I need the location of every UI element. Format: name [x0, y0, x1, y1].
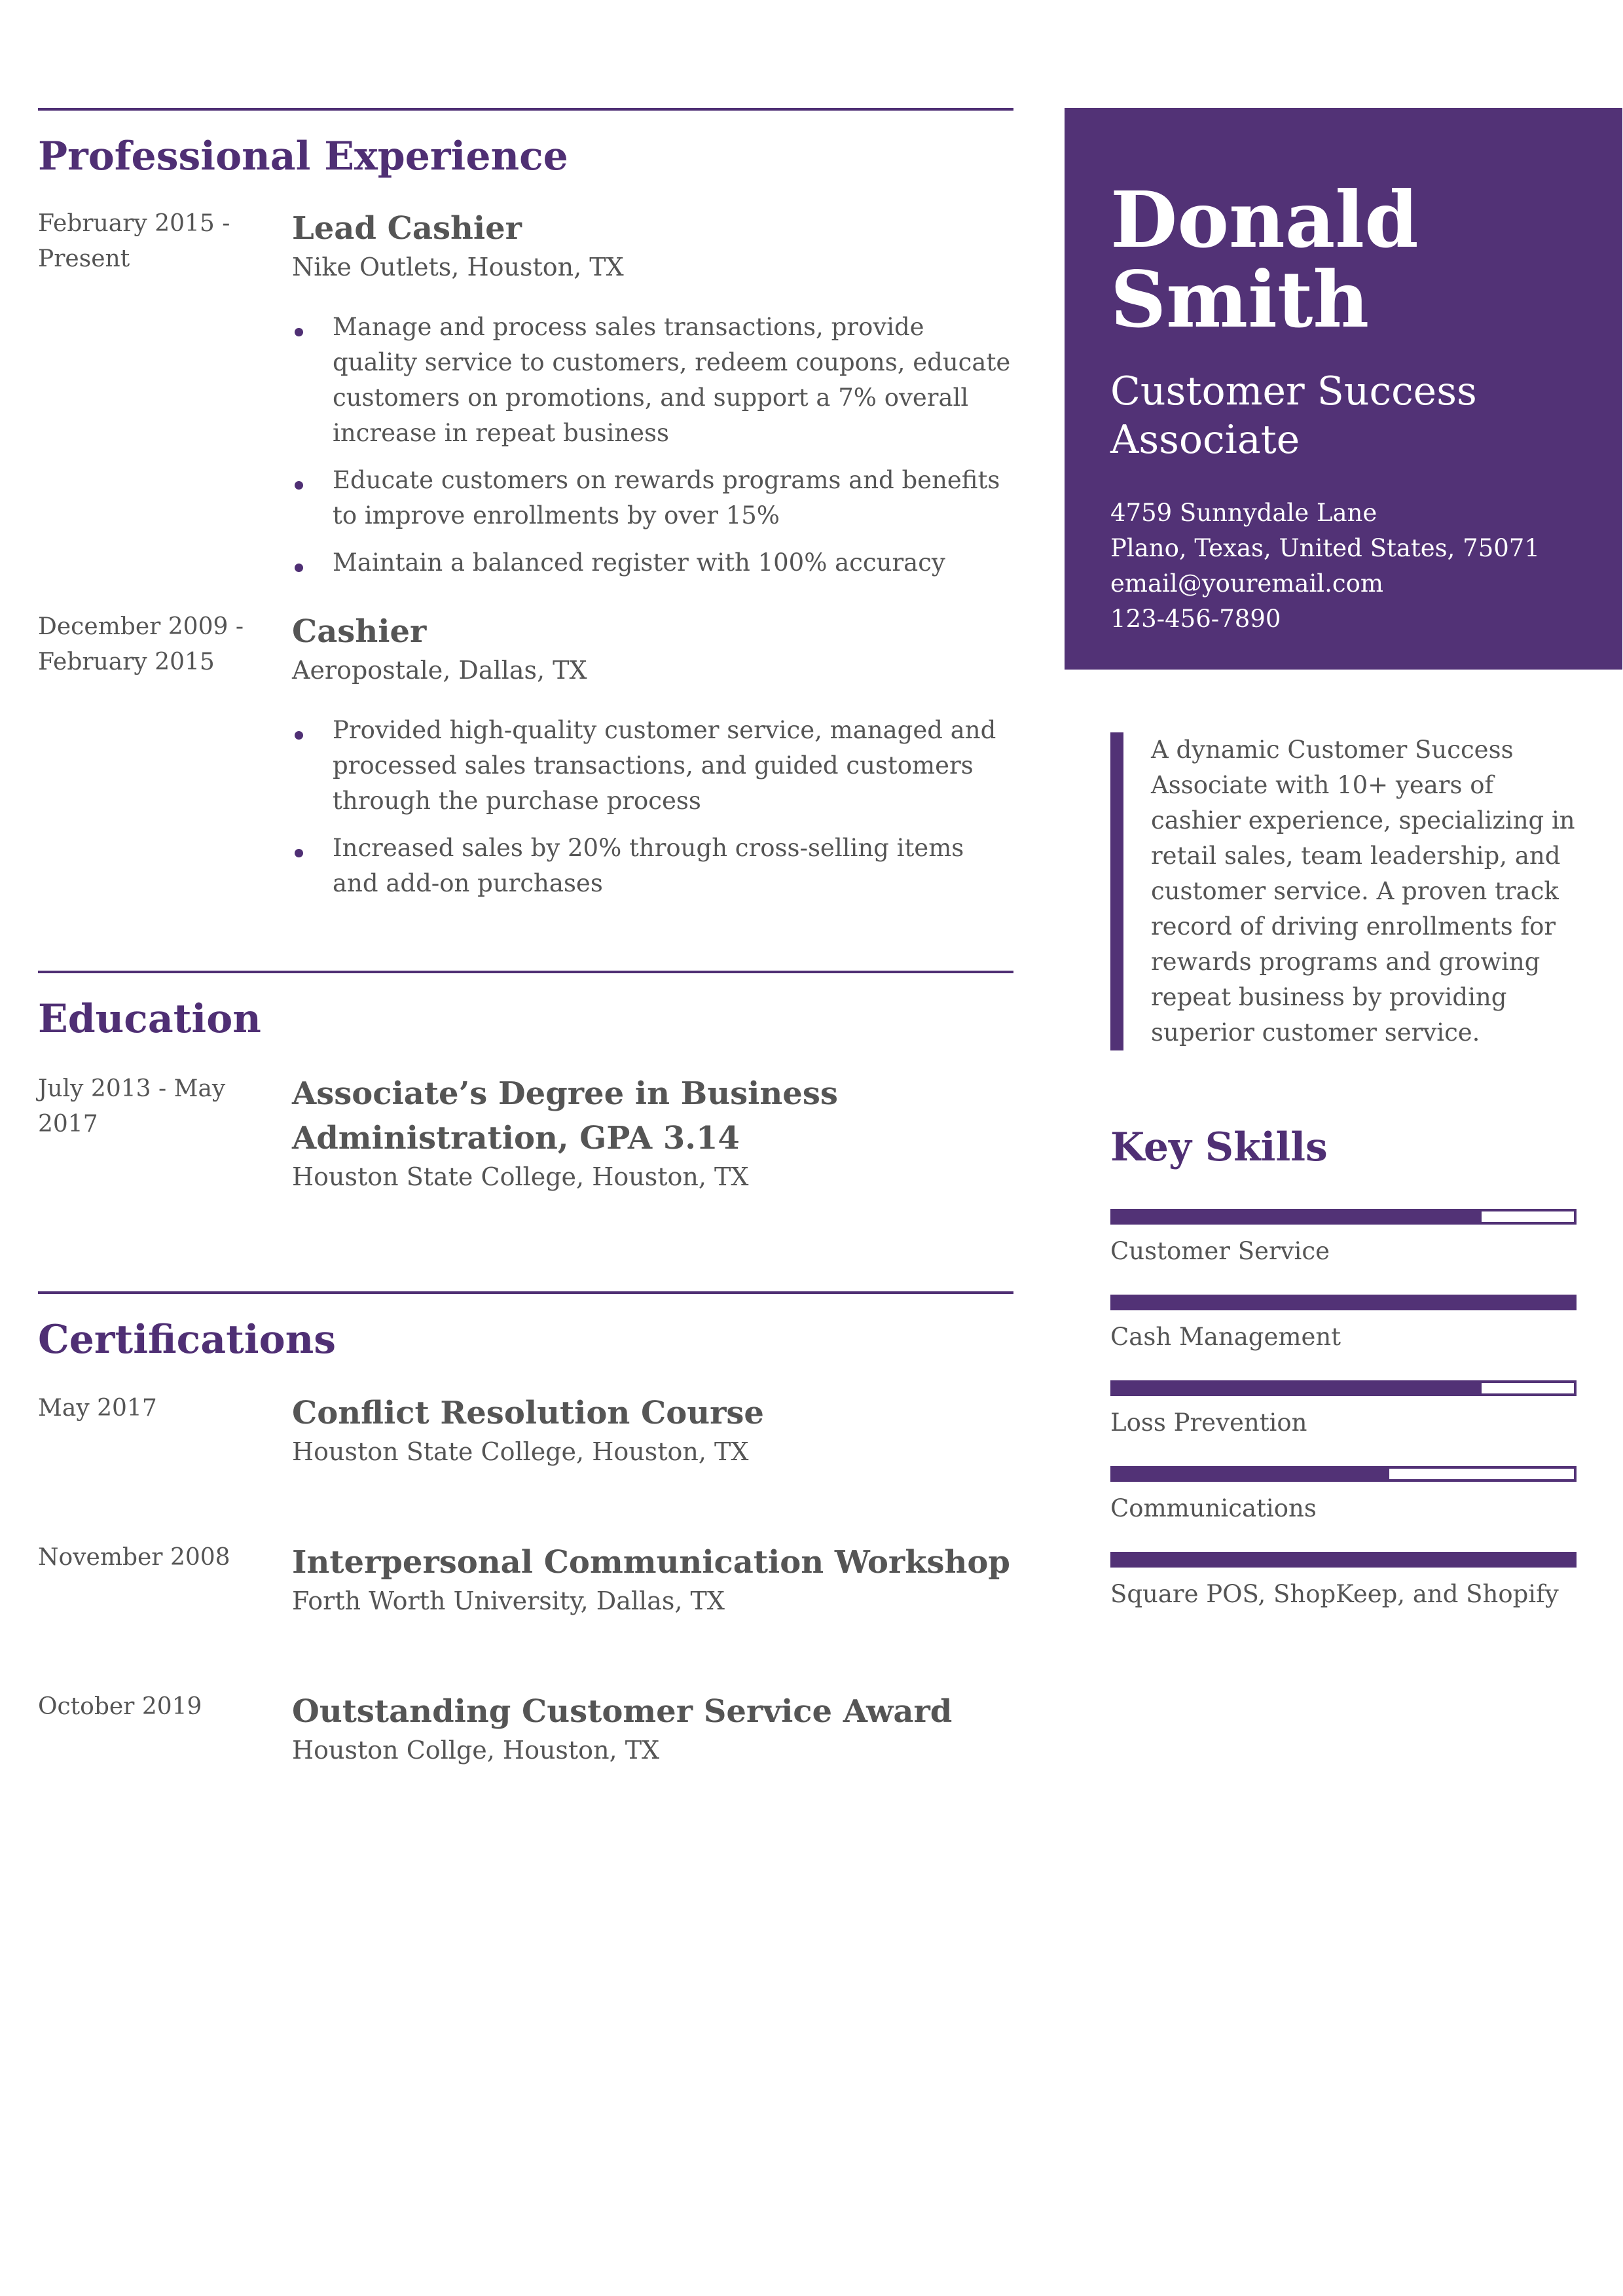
- skill-bar-fill: [1113, 1469, 1389, 1479]
- bullet-dot-icon: [295, 481, 303, 490]
- bullet-item: [292, 463, 1013, 533]
- skill-bar: [1110, 1380, 1577, 1396]
- school-name: Houston State College, Houston, TX: [292, 1162, 749, 1191]
- entry-date: [38, 609, 274, 680]
- bullet-item: [292, 713, 1013, 819]
- section-divider: [38, 108, 1013, 111]
- skill-bar-fill: [1113, 1297, 1574, 1308]
- bullet-dot-icon: [295, 564, 303, 572]
- entry-date: [38, 206, 274, 277]
- experience-entry: [38, 206, 1013, 581]
- certification-title: Conflict Resolution Course: [292, 1395, 764, 1431]
- date-line: 2017: [38, 1111, 98, 1138]
- date-line: February 2015: [38, 649, 215, 675]
- certification-entry: [38, 1391, 1013, 1468]
- skill-label: Square POS, ShopKeep, and Shopify: [1110, 1580, 1559, 1608]
- entry-date: November 2008: [38, 1544, 230, 1571]
- bullet-dot-icon: [295, 328, 303, 336]
- skill-bar-fill: [1113, 1211, 1482, 1222]
- date-line: July 2013 - May: [38, 1075, 226, 1102]
- job-title: Lead Cashier: [292, 210, 522, 247]
- skill-item: [1110, 1209, 1577, 1295]
- date-line: Present: [38, 245, 130, 272]
- bullet-text: Manage and process sales transactions, provide quality service to customers, redeem coupons, educate customers on promotions, and support a 7% overall increase in repeat business: [333, 313, 1011, 447]
- section-title-skills: Key Skills: [1110, 1124, 1328, 1170]
- degree-title: Administration, GPA 3.14: [292, 1120, 740, 1157]
- bullet-text: Increased sales by 20% through cross-selling items and add-on purchases: [333, 834, 964, 897]
- section-title-education: Education: [38, 996, 261, 1042]
- skill-label: Communications: [1110, 1494, 1317, 1522]
- skill-bar: [1110, 1466, 1577, 1482]
- role-line: Associate: [1110, 417, 1300, 463]
- entry-date: May 2017: [38, 1395, 157, 1422]
- job-organization: Aeropostale, Dallas, TX: [292, 656, 587, 685]
- skill-bar-fill: [1113, 1554, 1574, 1565]
- date-line: February 2015 -: [38, 210, 230, 237]
- section-title-experience: Professional Experience: [38, 134, 568, 179]
- entry-content: [292, 609, 1013, 901]
- skill-label: Cash Management: [1110, 1323, 1341, 1351]
- entry-date: [38, 1071, 274, 1142]
- skills-list: [1110, 1209, 1577, 1638]
- bullet-item: [292, 831, 1013, 901]
- skill-bar: [1110, 1552, 1577, 1568]
- address-line: 4759 Sunnydale Lane: [1110, 499, 1377, 527]
- header-box: [1065, 108, 1622, 670]
- degree-title: Associate’s Degree in Business: [292, 1075, 838, 1112]
- entry-content: [292, 1689, 1013, 1767]
- name-last: Smith: [1110, 254, 1370, 345]
- bullet-dot-icon: [295, 849, 303, 857]
- bullet-item: [292, 545, 1013, 581]
- date-line: December 2009 -: [38, 613, 244, 640]
- certification-issuer: Houston State College, Houston, TX: [292, 1437, 749, 1466]
- skill-item: [1110, 1466, 1577, 1552]
- skill-bar: [1110, 1295, 1577, 1310]
- name-first: Donald: [1110, 174, 1419, 265]
- bullet-text: Provided high-quality customer service, managed and processed sales transactions, and guided customers through the purchase process: [333, 716, 996, 815]
- job-role: [1110, 367, 1577, 464]
- contact-info: [1110, 495, 1577, 637]
- skill-label: Customer Service: [1110, 1237, 1330, 1265]
- education-entry: [38, 1071, 1013, 1193]
- entry-content: [292, 206, 1013, 581]
- skill-item: [1110, 1552, 1577, 1638]
- section-title-certifications: Certifications: [38, 1317, 337, 1363]
- bullet-text: Maintain a balanced register with 100% accuracy: [333, 548, 945, 577]
- bullet-list: [292, 310, 1013, 581]
- bullet-item: [292, 310, 1013, 451]
- job-title: Cashier: [292, 613, 427, 650]
- certification-issuer: Forth Worth University, Dallas, TX: [292, 1587, 725, 1615]
- job-organization: Nike Outlets, Houston, TX: [292, 253, 624, 281]
- skill-label: Loss Prevention: [1110, 1408, 1307, 1437]
- entry-content: [292, 1071, 1013, 1193]
- skill-item: [1110, 1380, 1577, 1466]
- entry-content: [292, 1540, 1013, 1617]
- certification-entry: [38, 1540, 1013, 1617]
- certification-issuer: Houston Collge, Houston, TX: [292, 1736, 660, 1765]
- entry-content: [292, 1391, 1013, 1468]
- main-column: [38, 108, 1013, 1767]
- role-line: Customer Success: [1110, 368, 1477, 414]
- skill-bar-fill: [1113, 1383, 1482, 1393]
- certification-entry: [38, 1689, 1013, 1767]
- address-line: Plano, Texas, United States, 75071: [1110, 534, 1540, 562]
- certification-title: Outstanding Customer Service Award: [292, 1693, 953, 1730]
- sidebar: [1065, 108, 1622, 1638]
- bullet-dot-icon: [295, 731, 303, 740]
- skill-item: [1110, 1295, 1577, 1380]
- section-divider: [38, 1291, 1013, 1294]
- bullet-text: Educate customers on rewards programs and benefits to improve enrollments by over 15%: [333, 466, 1000, 529]
- bullet-list: [292, 713, 1013, 901]
- section-divider: [38, 971, 1013, 973]
- profile-summary: A dynamic Customer Success Associate with 10+ years of cashier experience, specializing in retail sales, team leadership, and customer service. A proven track record of driving enrollments for rewards programs and growing repeat business by providing superior customer service.: [1110, 732, 1577, 1050]
- experience-entry: [38, 609, 1013, 901]
- certification-title: Interpersonal Communication Workshop: [292, 1544, 1010, 1581]
- skill-bar: [1110, 1209, 1577, 1225]
- email-text: email@youremail.com: [1110, 569, 1383, 598]
- entry-date: October 2019: [38, 1693, 202, 1720]
- phone-text: 123-456-7890: [1110, 605, 1281, 633]
